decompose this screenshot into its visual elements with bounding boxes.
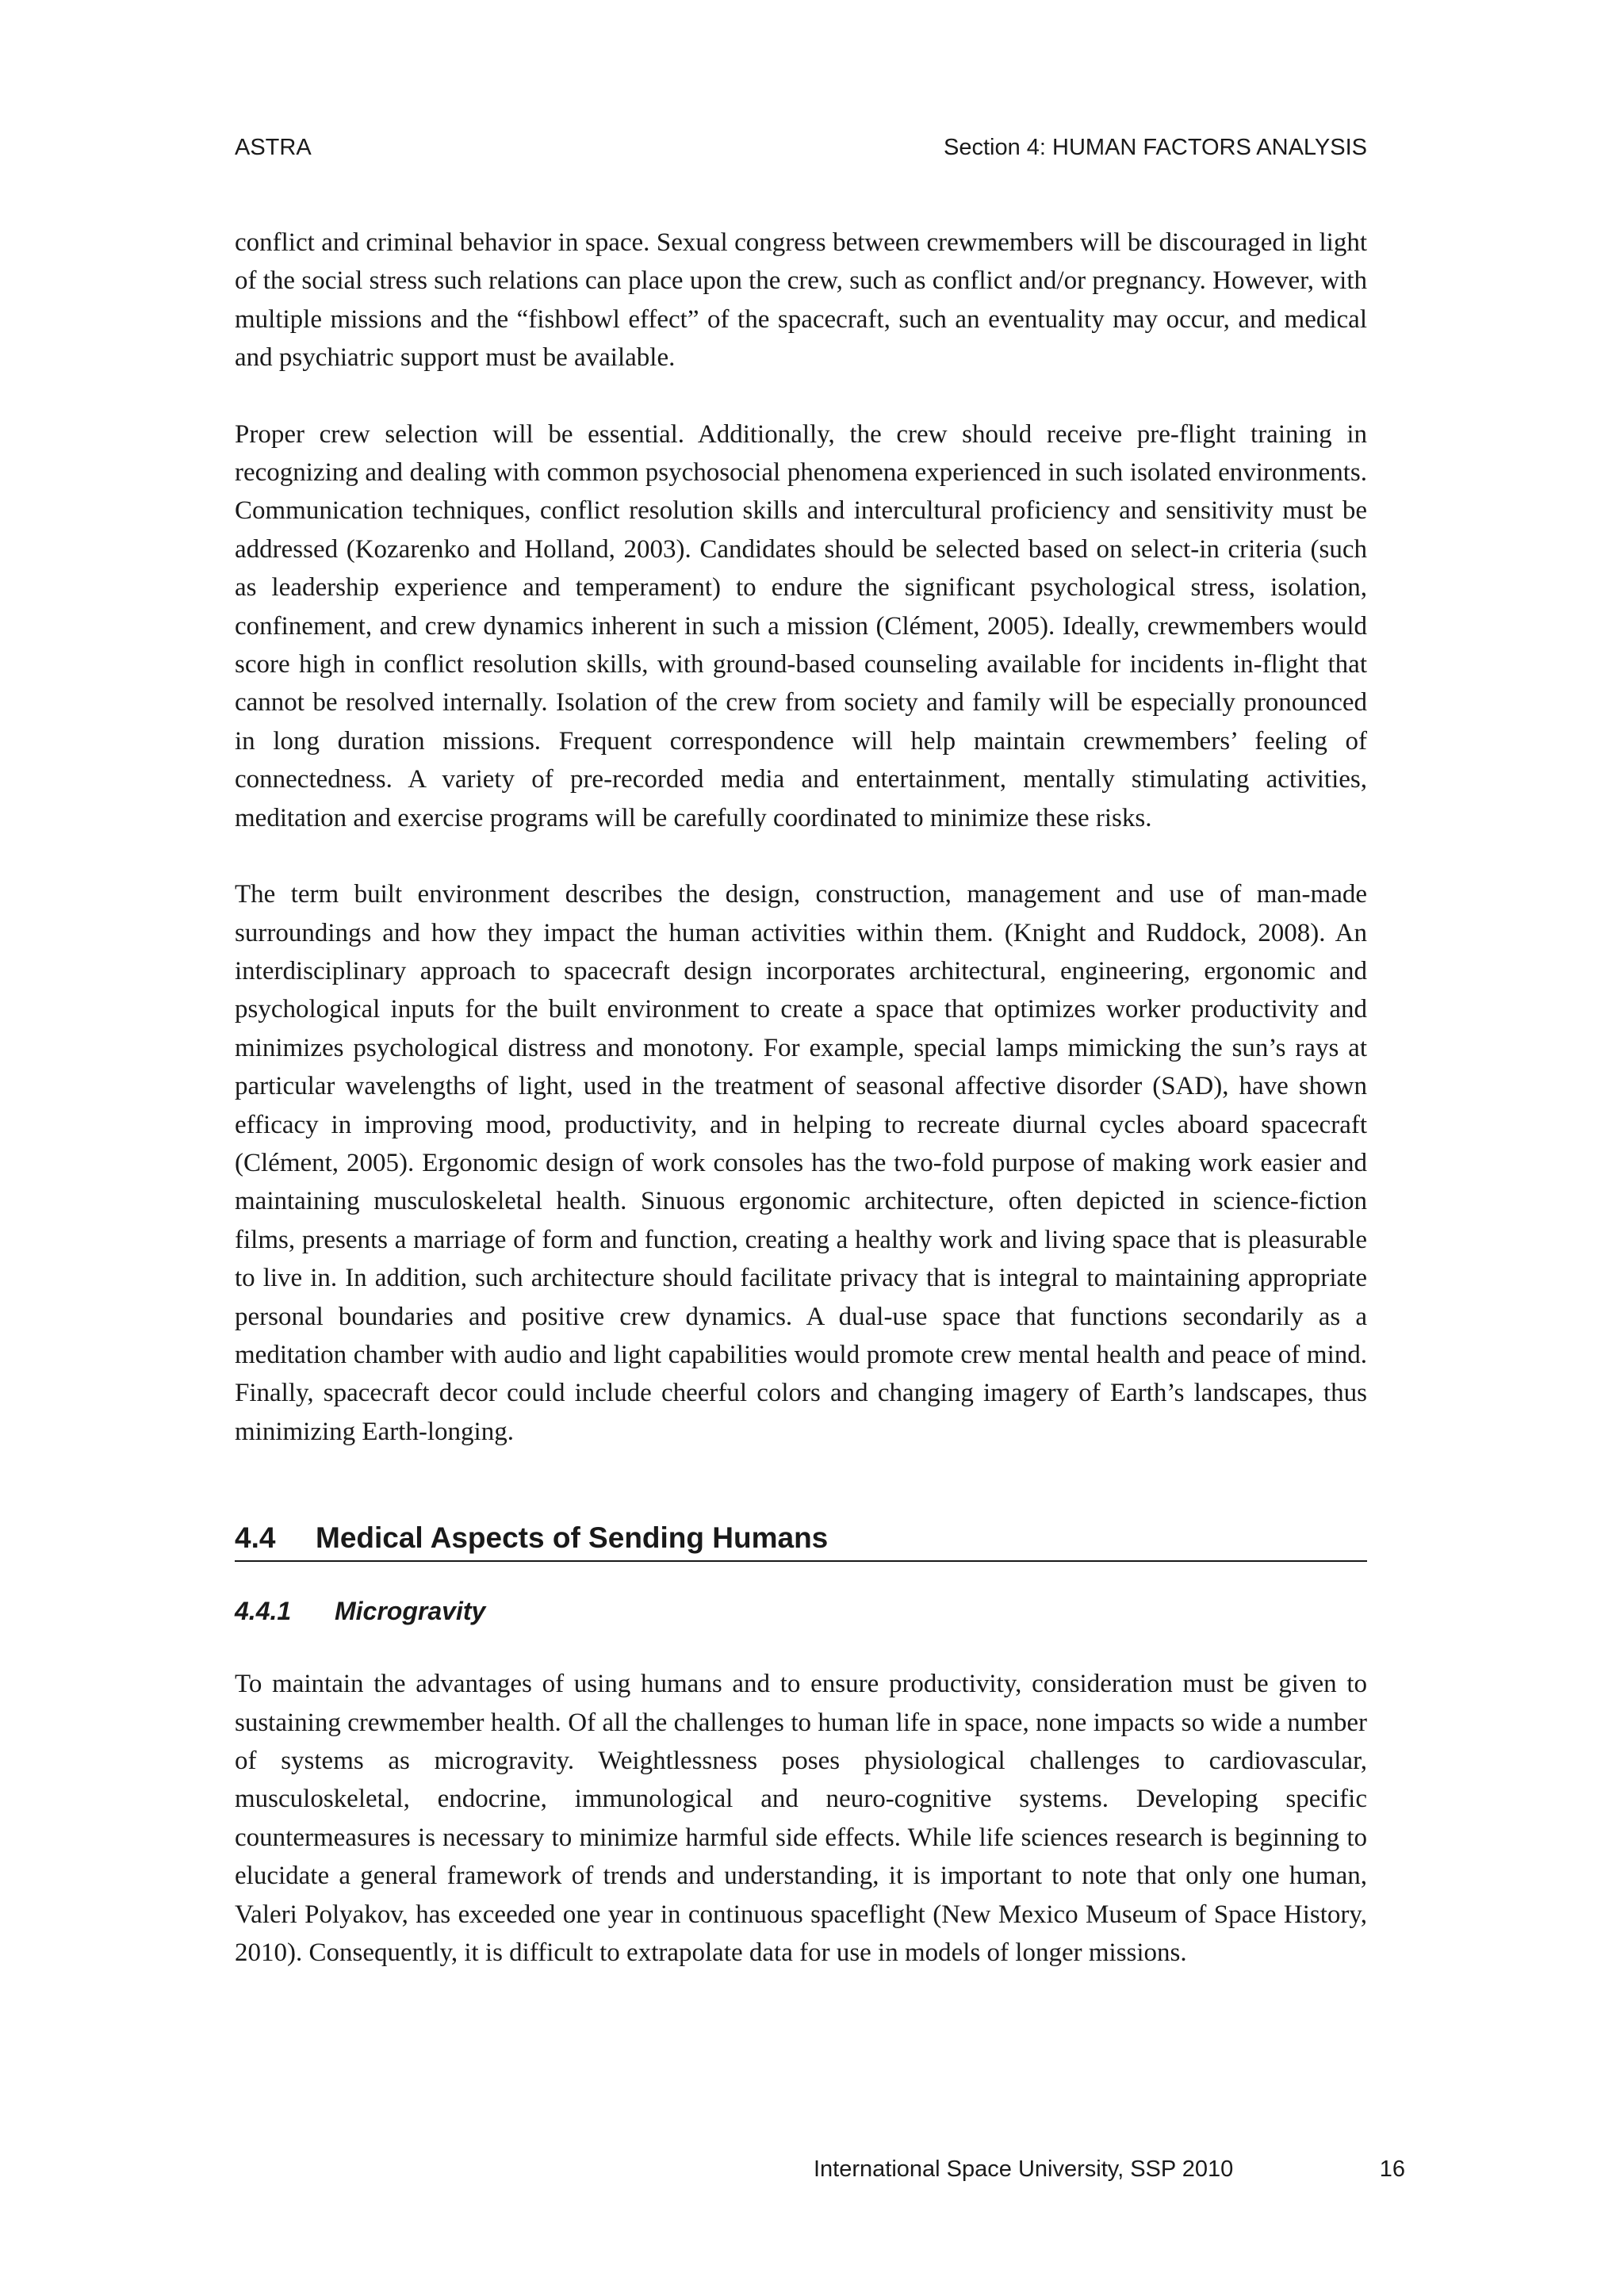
page-footer [235,2156,1405,2188]
header-report-name: ASTRA [235,135,312,160]
section-title: Medical Aspects of Sending Humans [316,1521,829,1555]
footer-organization: International Space University, SSP 2010 [814,2156,1234,2182]
section-heading [235,1521,1367,1562]
page-number: 16 [1379,2156,1405,2182]
page-body [235,224,1367,2010]
body-paragraph: conflict and criminal behavior in space. Sexual congress between crewmembers will be discouraged in light of the social stress such relations can place upon the crew, such as conflict and/or pregnancy. However, with multiple missions and the “fishbowl effect” of the spacecraft, such an eventuality may occur, and medical and psychiatric support must be available. [235,228,1367,373]
body-paragraph: The term built environment describes the design, construction, management and use of man-made surroundings and how they impact the human activities within them. (Knight and Ruddock, 2008). An interdisciplinary approach to spacecraft design incorporates architectural, engineering, ergonomic and psychological inputs for the built environment to create a space that optimizes worker productivity and minimizes psychological distress and monotony. For example, special lamps mimicking the sun’s rays at particular wavelengths of light, used in the treatment of seasonal affective disorder (SAD), have shown efficacy in improving mood, productivity, and in helping to recreate diurnal cycles aboard spacecraft (Clément, 2005). Ergonomic design of work consoles has the two-fold purpose of making work easier and maintaining musculoskeletal health. Sinuous ergonomic architecture, often depicted in science-fiction films, presents a marriage of form and function, creating a healthy work and living space that is pleasurable to live in. In addition, such architecture should facilitate privacy that is integral to maintaining appropriate personal boundaries and positive crew dynamics. A dual-use space that functions secondarily as a meditation chamber with audio and light capabilities would promote crew mental health and peace of mind. Finally, spacecraft decor could include cheerful colors and changing imagery of Earth’s landscapes, thus minimizing Earth-longing. [235,880,1367,1446]
body-paragraph: To maintain the advantages of using humans and to ensure productivity, consideration must be given to sustaining crewmember health. Of all the challenges to human life in space, none impacts so wide a number of systems as microgravity. Weightlessness poses physiological challenges to cardiovascular, musculoskeletal, endocrine, immunological and neuro-cognitive systems. Developing specific countermeasures is necessary to minimize harmful side effects. While life sciences research is beginning to elucidate a general framework of trends and understanding, it is important to note that only one human, Valeri Polyakov, has exceeded one year in continuous spaceflight (New Mexico Museum of Space History, 2010). Consequently, it is difficult to extrapolate data for use in models of longer missions. [235,1670,1367,1968]
subsection-title: Microgravity [335,1597,486,1626]
subsection-number: 4.4.1 [235,1597,292,1626]
subsection-heading [235,1594,1367,1628]
section-number: 4.4 [235,1521,276,1555]
header-section-title: Section 4: HUMAN FACTORS ANALYSIS [944,135,1367,160]
page-header [235,135,1367,166]
body-paragraph: Proper crew selection will be essential. Additionally, the crew should receive pre-flight training in recognizing and dealing with common psychosocial phenomena experienced in such isolated environments. Communication techniques, conflict resolution skills and intercultural proficiency and sensitivity must be addressed (Kozarenko and Holland, 2003). Candidates should be selected based on select-in criteria (such as leadership experience and temperament) to endure the significant psychological stress, isolation, confinement, and crew dynamics inherent in such a mission (Clément, 2005). Ideally, crewmembers would score high in conflict resolution skills, with ground-based counseling available for incidents in-flight that cannot be resolved internally. Isolation of the crew from society and family will be especially pronounced in long duration missions. Frequent correspondence will help maintain crewmembers’ feeling of connectedness. A variety of pre-recorded media and entertainment, mentally stimulating activities, meditation and exercise programs will be carefully coordinated to minimize these risks. [235,419,1367,832]
